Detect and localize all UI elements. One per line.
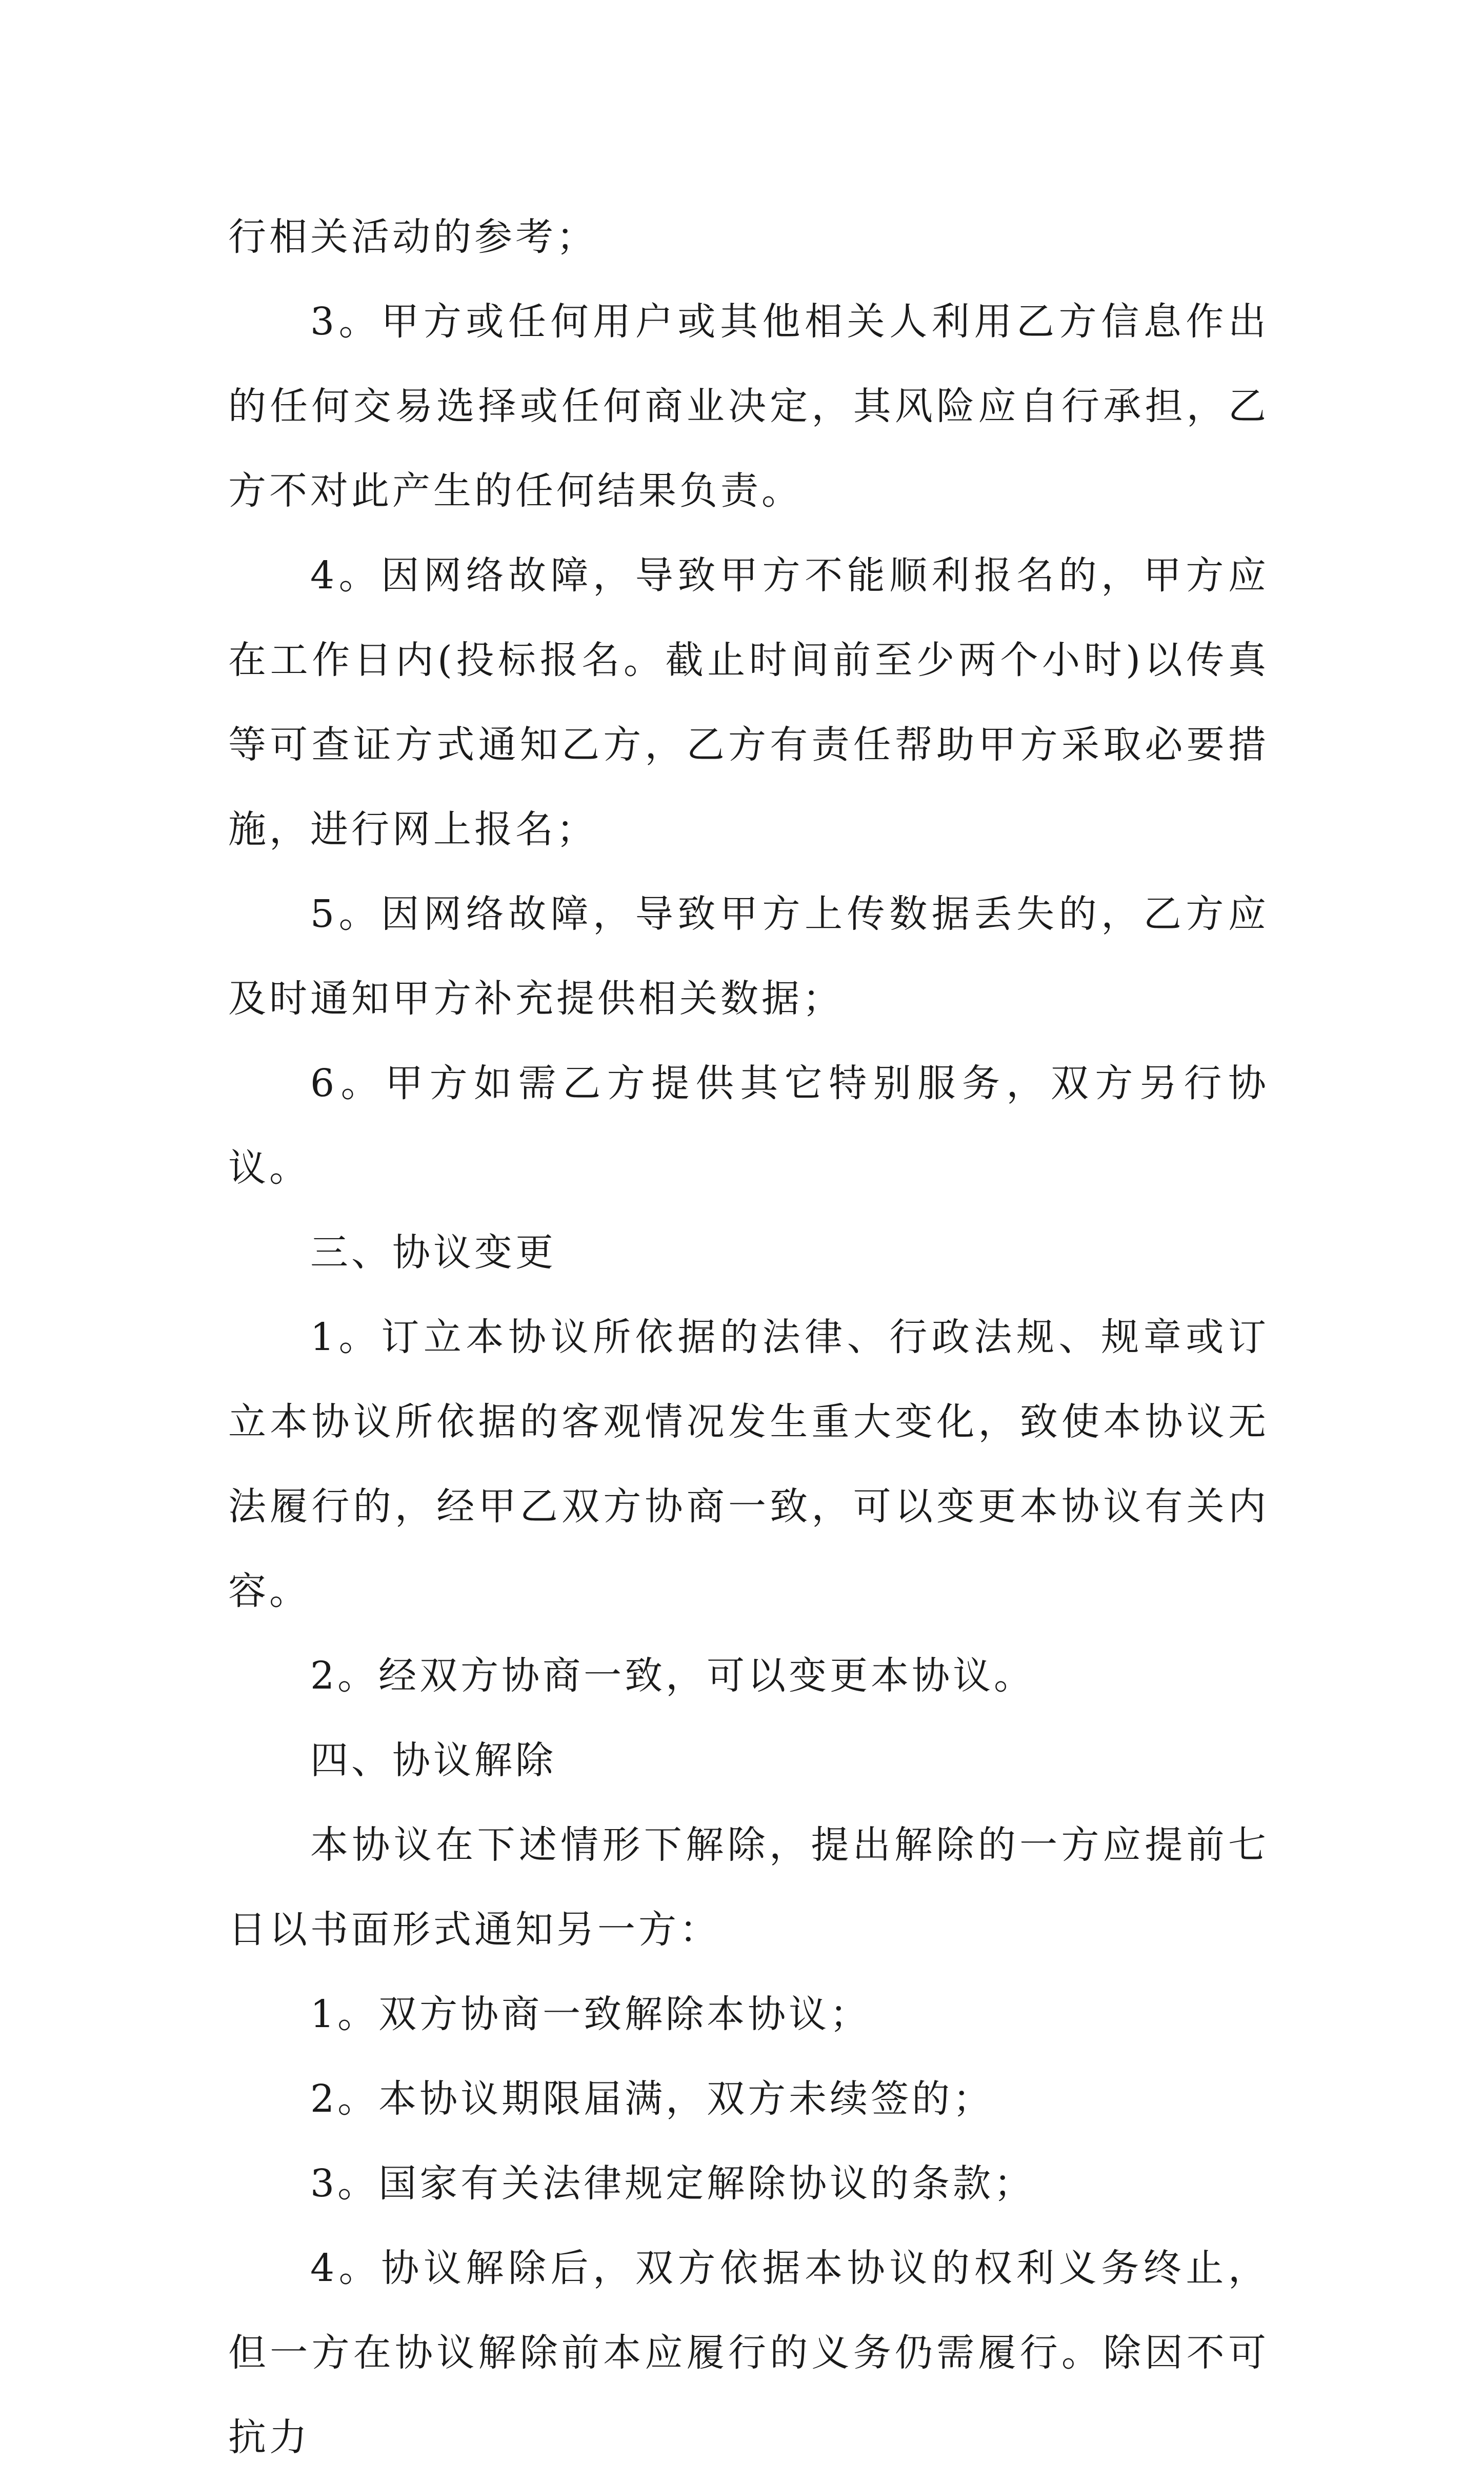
paragraph-4: 5。因网络故障，导致甲方上传数据丢失的，乙方应及时通知甲方补充提供相关数据； xyxy=(228,892,1269,1021)
section-heading-4: 四、协议解除 xyxy=(310,1738,556,1782)
paragraph-2: 3。甲方或任何用户或其他相关人利用乙方信息作出的任何交易选择或任何商业决定，其风险应自行承担，乙方不对此产生的任何结果负责。 xyxy=(228,300,1269,513)
paragraph-1: 行相关活动的参考； xyxy=(228,215,597,259)
paragraph-10: 2。本协议期限届满，双方未续签的； xyxy=(310,2077,994,2121)
paragraph-11: 3。国家有关法律规定解除协议的条款； xyxy=(310,2161,1035,2206)
paragraph-9: 1。双方协商一致解除本协议； xyxy=(310,1992,871,2036)
paragraph-7: 2。经双方协商一致，可以变更本协议。 xyxy=(310,1654,1035,1698)
paragraph-12: 4。协议解除后，双方依据本协议的权利义务终止，但一方在协议解除前本应履行的义务仍需履行。除因不可抗力 xyxy=(228,2246,1269,2459)
paragraph-6: 1。订立本协议所依据的法律、行政法规、规章或订立本协议所依据的客观情况发生重大变化，致使本协议无法履行的，经甲乙双方协商一致，可以变更本协议有关内容。 xyxy=(228,1315,1269,1613)
paragraph-5: 6。甲方如需乙方提供其它特别服务，双方另行协议。 xyxy=(228,1061,1269,1190)
paragraph-8: 本协议在下述情形下解除，提出解除的一方应提前七日以书面形式通知另一方： xyxy=(228,1823,1269,1952)
section-heading-3: 三、协议变更 xyxy=(310,1231,556,1275)
paragraph-3: 4。因网络故障，导致甲方不能顺利报名的，甲方应在工作日内(投标报名。截止时间前至少两个小时)以传真等可查证方式通知乙方，乙方有责任帮助甲方采取必要措施，进行网上报名； xyxy=(228,553,1269,851)
body-text xyxy=(228,195,1269,2480)
